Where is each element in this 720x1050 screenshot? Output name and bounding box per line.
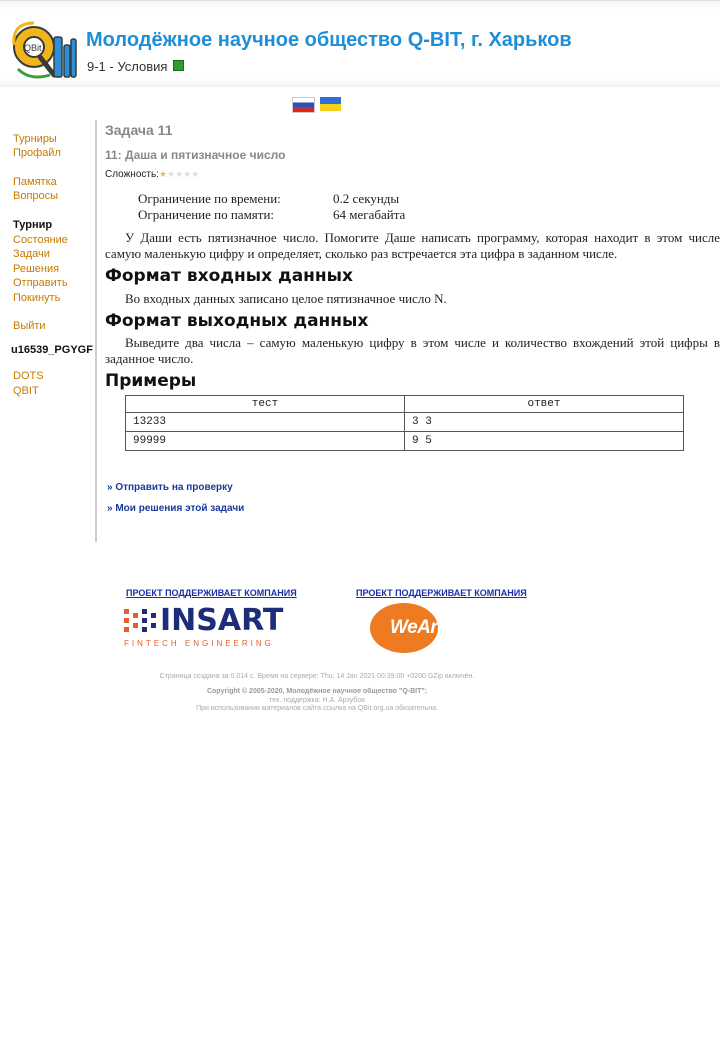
example-answer: 3 3 — [405, 413, 684, 432]
wearenet-wordmark: WeAreNet — [390, 617, 477, 638]
task-heading: Задача 11 — [105, 122, 173, 138]
logo-text: QBit — [24, 43, 42, 53]
russian-flag-icon[interactable] — [292, 97, 315, 113]
wearenet-logo[interactable] — [370, 603, 496, 653]
sidebar-item-memo[interactable]: Памятка — [13, 176, 57, 188]
sidebar-item-tasks[interactable]: Задачи — [13, 248, 50, 260]
language-switcher — [292, 97, 346, 115]
footer-generation-info: Страница создана за 0.014 с. Время на сервере: Thu, 14 Jan 2021 00:39:00 +0200 GZip включён. — [159, 673, 475, 680]
column-header-answer: ответ — [405, 396, 684, 413]
examples-heading: Примеры — [105, 371, 197, 391]
task-statement: У Даши есть пятизначное число. Помогите Даше написать программу, которая находит в этом числе самую маленькую цифру и определяет, сколько раз встречается эта цифра в заданном числе. — [105, 230, 720, 261]
sidebar-item-tournaments[interactable]: Турниры — [13, 133, 57, 145]
table-header-row — [126, 396, 684, 413]
star-empty-icon: ★ — [175, 169, 184, 179]
site-title[interactable]: Молодёжное научное общество Q-BIT, г. Харьков — [86, 29, 572, 51]
memory-limit-label: Ограничение по памяти: — [138, 207, 275, 222]
sidebar-item-profile[interactable]: Профайл — [13, 147, 61, 159]
insart-logo[interactable] — [124, 603, 284, 648]
sidebar-item-leave[interactable]: Покинуть — [13, 292, 61, 304]
sidebar — [0, 120, 97, 542]
sidebar-item-qbit[interactable]: QBIT — [13, 385, 39, 397]
sidebar-item-solutions[interactable]: Решения — [13, 263, 60, 275]
sidebar-item-dots[interactable]: DOTS — [13, 370, 44, 382]
ukrainian-flag-icon[interactable] — [320, 97, 341, 111]
difficulty-label: Сложность: — [105, 169, 159, 180]
time-limit-value: 0.2 секунды — [333, 191, 400, 206]
task-subtitle: 11: Даша и пятизначное число — [105, 148, 286, 162]
username: u16539_PGYGF — [11, 344, 93, 356]
sidebar-item-questions[interactable]: Вопросы — [13, 190, 59, 202]
input-format-text: Во входных данных записано целое пятизначное число N. — [125, 291, 447, 306]
sponsor-caption-2-text[interactable]: ПРОЕКТ ПОДДЕРЖИВАЕТ КОМПАНИЯ — [356, 588, 527, 598]
memory-limit-value: 64 мегабайта — [333, 207, 406, 222]
insart-wordmark: INSART — [160, 603, 284, 638]
page-header — [0, 0, 720, 87]
footer-copyright-text: Copyright © 2005-2020, Молодёжное научное общество "Q-BIT"; — [206, 688, 428, 695]
sidebar-heading-tournament: Турнир — [13, 219, 53, 231]
sponsor-caption-1-text[interactable]: ПРОЕКТ ПОДДЕРЖИВАЕТ КОМПАНИЯ — [126, 588, 297, 598]
column-header-test: тест — [126, 396, 405, 413]
sponsor-caption-2[interactable] — [356, 583, 527, 601]
example-test: 99999 — [126, 432, 405, 451]
star-empty-icon: ★ — [191, 169, 200, 179]
star-empty-icon: ★ — [183, 169, 192, 179]
table-row — [126, 432, 684, 451]
time-limit-label: Ограничение по времени: — [138, 191, 281, 206]
submit-solution-link[interactable]: » Отправить на проверку — [107, 482, 233, 493]
sidebar-item-state[interactable]: Состояние — [13, 234, 68, 246]
limits — [138, 191, 405, 223]
qbit-logo-icon[interactable] — [10, 15, 78, 83]
breadcrumb-text: 9-1 - Условия — [87, 59, 168, 74]
example-test: 13233 — [126, 413, 405, 432]
star-empty-icon: ★ — [167, 169, 176, 179]
sidebar-item-logout[interactable]: Выйти — [13, 320, 46, 332]
output-format-heading: Формат выходных данных — [105, 311, 369, 331]
footer-usage-note: При использовании материалов сайта ссылка на QBit.org.ua обязательна. — [196, 705, 438, 712]
example-answer: 9 5 — [405, 432, 684, 451]
print-icon[interactable] — [173, 60, 184, 71]
insart-tagline: FINTECH ENGINEERING — [124, 639, 274, 648]
my-solutions-link[interactable]: » Мои решения этой задачи — [107, 503, 245, 514]
footer-copyright — [0, 688, 634, 695]
table-row — [126, 413, 684, 432]
sidebar-item-submit[interactable]: Отправить — [13, 277, 68, 289]
examples-table — [125, 395, 684, 451]
difficulty — [105, 169, 199, 180]
breadcrumb — [87, 59, 184, 74]
star-filled-icon: ★ — [158, 169, 168, 179]
footer-support: тех. поддержка: Н.А. Арзубов — [269, 697, 365, 704]
output-format-text: Выведите два числа – самую маленькую цифру в этом числе и количество вхождений этой цифры в заданное число. — [105, 335, 720, 366]
input-format-heading: Формат входных данных — [105, 266, 354, 286]
sponsor-caption-1[interactable] — [126, 583, 297, 601]
insart-dots-icon — [124, 606, 160, 636]
